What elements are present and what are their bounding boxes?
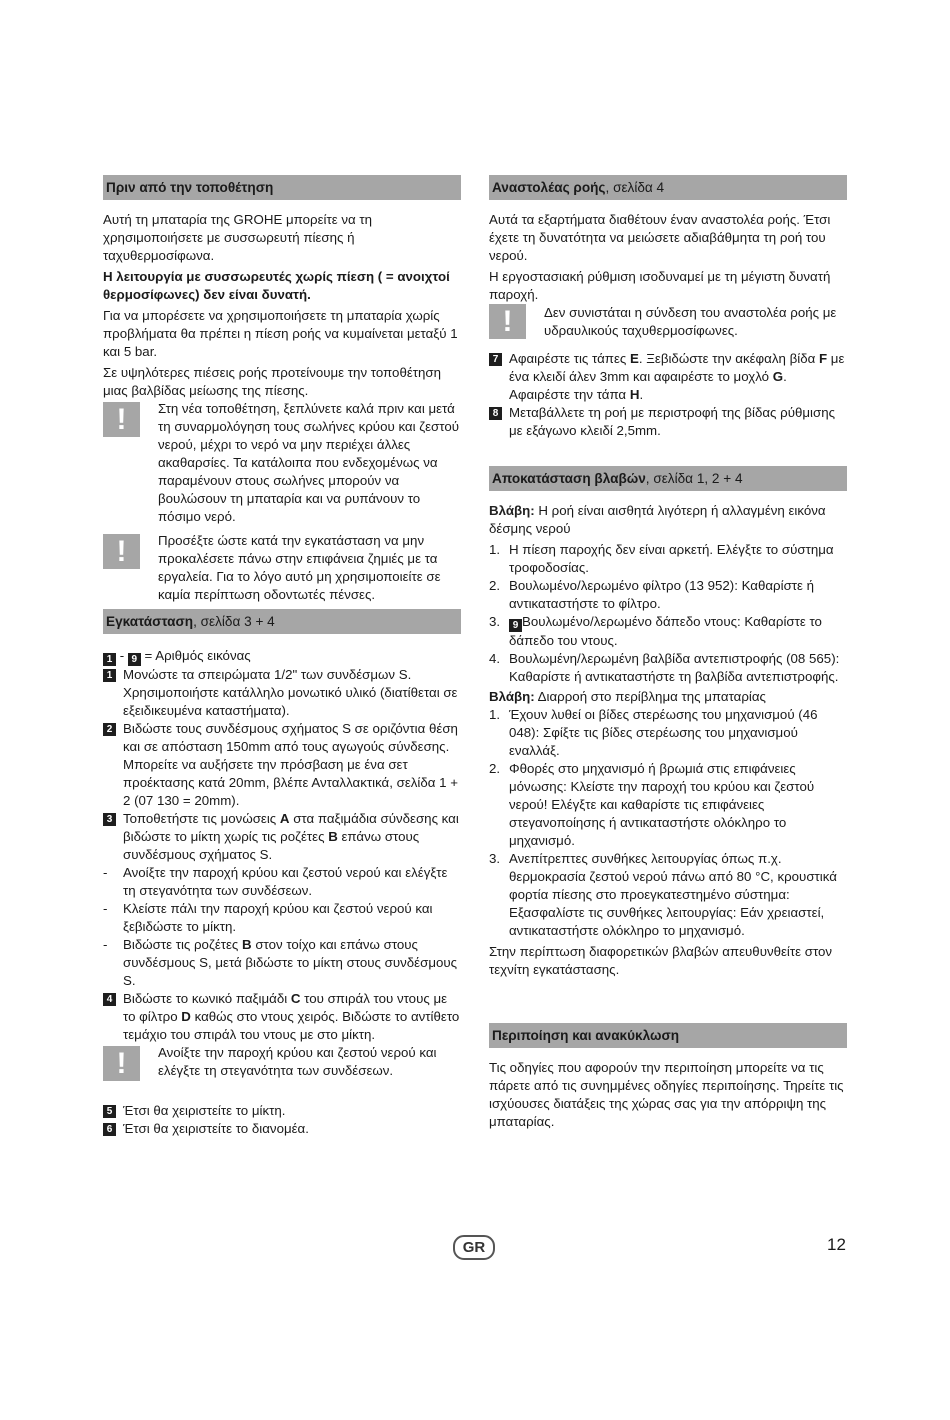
section-header-flow-limiter: Αναστολέας ροής, σελίδα 4 — [489, 175, 847, 200]
step-7: 7 Αφαιρέστε τις τάπες E. Ξεβιδώστε την ακέφαλη βίδα F με ένα κλειδί άλεν 3mm και αφαιρέστε το μοχλό G. Αφαιρέστε την τάπα H. — [489, 350, 847, 404]
warning-block — [489, 304, 847, 350]
dash-item: - Βιδώστε τις ροζέτες B στον τοίχο και επάνω στους συνδέσμους S, μετά βιδώστε το μίκτη στους συνδέσμους S. — [103, 937, 458, 988]
warning-block — [103, 1044, 461, 1102]
warning-text: Δεν συνιστάται η σύνδεση του αναστολέα ροής με υδραυλικούς ταχυθερμοσίφωνες. — [544, 305, 837, 338]
step-8: 8 Μεταβάλλετε τη ροή με περιστροφή της βίδας ρύθμισης με εξάγωνο κλειδί 2,5mm. — [489, 404, 847, 440]
step-3: 3 Τοποθετήστε τις μονώσεις A στα παξιμάδια σύνδεσης και βιδώστε το μίκτη χωρίς τις ροζέτες B επάνω στους συνδέσμους σχήματος S. — [103, 810, 461, 864]
warning-text: Ανοίξτε την παροχή κρύου και ζεστού νερού και ελέγξτε τη στεγανότητα των συνδέσεων. — [158, 1045, 437, 1078]
warning-icon: ! — [489, 304, 526, 339]
warning-block — [103, 532, 461, 604]
list-item: 4. Βουλωμένη/λερωμένη βαλβίδα αντεπιστροφής (08 565): Καθαρίστε ή αντικαταστήστε τη βαλβίδα αντεπιστροφής. — [489, 651, 840, 684]
paragraph: Σε υψηλότερες πιέσεις ροής προτείνουμε την τοποθέτηση μιας βαλβίδας μείωσης της πίεσης. — [103, 365, 442, 398]
paragraph: Για να μπορέσετε να χρησιμοποιήσετε τη μπαταρία χωρίς προβλήματα θα πρέπει η πίεση ροής να κυμαίνεται μεταξύ 1 και 5 bar. — [103, 308, 458, 359]
warning-block — [103, 400, 461, 526]
step-number: 8 — [489, 407, 502, 420]
step-number: 2 — [103, 723, 116, 736]
paragraph: Τις οδηγίες που αφορούν την περιποίηση μπορείτε να τις πάρετε από τις συνημμένες οδηγίες περιποίησης. Τηρείτε τις ισχύουσες διατάξεις της χώρας σας για την απόρριψη της μπαταρίας. — [489, 1060, 844, 1129]
step-number: 7 — [489, 353, 502, 366]
list-item: 2. Φθορές στο μηχανισμό ή βρωμιά στις επιφάνειες μόνωσης: Κλείστε την παροχή του κρύου και ζεστού νερού! Ελέγξτε και καθαρίστε τις επιφάνειες στεγανοποίησης ή αντικαταστήστε ολόκληρο το μηχανισμό. — [489, 761, 815, 848]
bold-notice: Η λειτουργία με συσσωρευτές χωρίς πίεση ( = ανοιχτοί θερμοσίφωνες) δεν είναι δυνατή. — [103, 269, 450, 302]
country-badge: GR — [453, 1235, 495, 1260]
section-header-care: Περιποίηση και ανακύκλωση — [489, 1023, 847, 1048]
step-5: 5 Έτσι θα χειριστείτε το μίκτη. — [103, 1102, 461, 1120]
step-number: 3 — [103, 813, 116, 826]
right-column — [489, 175, 847, 1134]
step-number: 4 — [103, 993, 116, 1006]
fault-heading: Βλάβη: Διαρροή στο περίβλημα της μπαταρίας — [489, 689, 766, 704]
warning-icon: ! — [103, 534, 140, 569]
section-header-troubleshooting: Αποκατάσταση βλαβών, σελίδα 1, 2 + 4 — [489, 466, 847, 491]
step-number: 5 — [103, 1105, 116, 1118]
step-6: 6 Έτσι θα χειριστείτε το διανομέα. — [103, 1120, 461, 1138]
list-item: 3. 9 Βουλωμένο/λερωμένο δάπεδο ντους: Καθαρίστε το δάπεδο του ντους. — [489, 614, 822, 648]
list-item: 3. Ανεπίτρεπτες συνθήκες λειτουργίας όπως π.χ. θερμοκρασία ζεστού νερού πάνω από 80 °C, κρουστικά φορτία πίεσης στο προεγκατεστημένο σύστημα: Εξασφαλίστε τις συνθήκες λειτουργίας: Εάν χρειαστεί, αντικαταστήστε ολόκληρο το μηχανισμό. — [489, 851, 837, 938]
fault-heading: Βλάβη: Η ροή είναι αισθητά λιγότερη ή αλλαγμένη εικόνα δέσμης νερού — [489, 503, 826, 536]
warning-text: Στη νέα τοποθέτηση, ξεπλύνετε καλά πριν και μετά τη συναρμολόγηση τους σωλήνες κρύου και ζεστού νερού, μέχρι το νερό να μην περιέχει άλλες ακαθαρσίες. Τα κατάλοιπα που ενδεχομένως να παραμένουν στους σωλήνες μπορούν να βουλώσουν τη μπαταρία και να ρυπάνουν το πόσιμο νερό. — [158, 401, 459, 524]
paragraph: Στην περίπτωση διαφορετικών βλαβών απευθυνθείτε στον τεχνίτη εγκατάστασης. — [489, 944, 833, 977]
step-2: 2 Βιδώστε τους συνδέσμους σχήματος S σε οριζόντια θέση και σε απόσταση 150mm από τους αγωγούς σύνδεσης. Μπορείτε να αυξήσετε την πρόσβαση με ένα σετ προέκτασης κατά 20mm, βλέπε Ανταλλακτικά, σελίδα 1 + 2 (07 130 = 20mm). — [103, 720, 461, 810]
paragraph: Αυτή τη μπαταρία της GROHE μπορείτε να τη χρησιμοποιήσετε με συσσωρευτή πίεσης ή ταχυθερμοσίφωνα. — [103, 212, 373, 263]
dash-item: - Ανοίξτε την παροχή κρύου και ζεστού νερού και ελέγξτε τη στεγανότητα των συνδέσεων. — [103, 865, 448, 898]
section-header-installation: Εγκατάσταση, σελίδα 3 + 4 — [103, 609, 461, 634]
paragraph: Αυτά τα εξαρτήματα διαθέτουν έναν αναστολέα ροής. Έτσι έχετε τη δυνατότητα να μειώσετε αδιαβάθμητα τη ροή του νερού. — [489, 212, 831, 263]
warning-icon: ! — [103, 402, 140, 437]
list-item: 1. Η πίεση παροχής δεν είναι αρκετή. Ελέγξτε το σύστημα τροφοδοσίας. — [489, 542, 834, 575]
step-4: 4 Βιδώστε το κωνικό παξιμάδι C του σπιράλ του ντους με το φίλτρο D καθώς στο ντους χειρός. Βιδώστε το αντίθετο τεμάχιο του σπιράλ του ντους με στο μίκτη. — [103, 990, 461, 1044]
list-item: 2. Βουλωμένο/λερωμένο φίλτρο (13 952): Καθαρίστε ή αντικαταστήστε το φίλτρο. — [489, 578, 815, 611]
section-header-before-install: Πριν από την τοποθέτηση — [103, 175, 461, 200]
left-column — [103, 175, 461, 1138]
step-1: 1 Μονώστε τα σπειρώματα 1/2" των συνδέσμων S. Χρησιμοποιήστε κατάλληλο μονωτικό υλικό (διατίθεται σε εξειδικευμένα καταστήματα). — [103, 666, 461, 720]
page-number: 12 — [827, 1235, 846, 1254]
warning-icon: ! — [103, 1046, 140, 1081]
dash-item: - Κλείστε πάλι την παροχή κρύου και ζεστού νερού και ξεβιδώστε το μίκτη. — [103, 901, 433, 934]
list-item: 1. Έχουν λυθεί οι βίδες στερέωσης του μηχανισμού (46 048): Σφίξτε τις βίδες στερέωσης του μηχανισμού εναλλάξ. — [489, 707, 818, 758]
step-number: 6 — [103, 1123, 116, 1136]
step-number: 1 — [103, 669, 116, 682]
paragraph: Η εργοστασιακή ρύθμιση ισοδυναμεί με τη μέγιστη δυνατή παροχή. — [489, 269, 831, 302]
figure-number-range: 1 - 9 = Αριθμός εικόνας — [103, 647, 461, 666]
warning-text: Προσέξτε ώστε κατά την εγκατάσταση να μην προκαλέσετε πάνω στην επιφάνεια ζημιές με τα εργαλεία. Για το λόγο αυτό μη χρησιμοποιείτε σε καμία περίπτωση οδοντωτές πένσες. — [158, 533, 441, 602]
